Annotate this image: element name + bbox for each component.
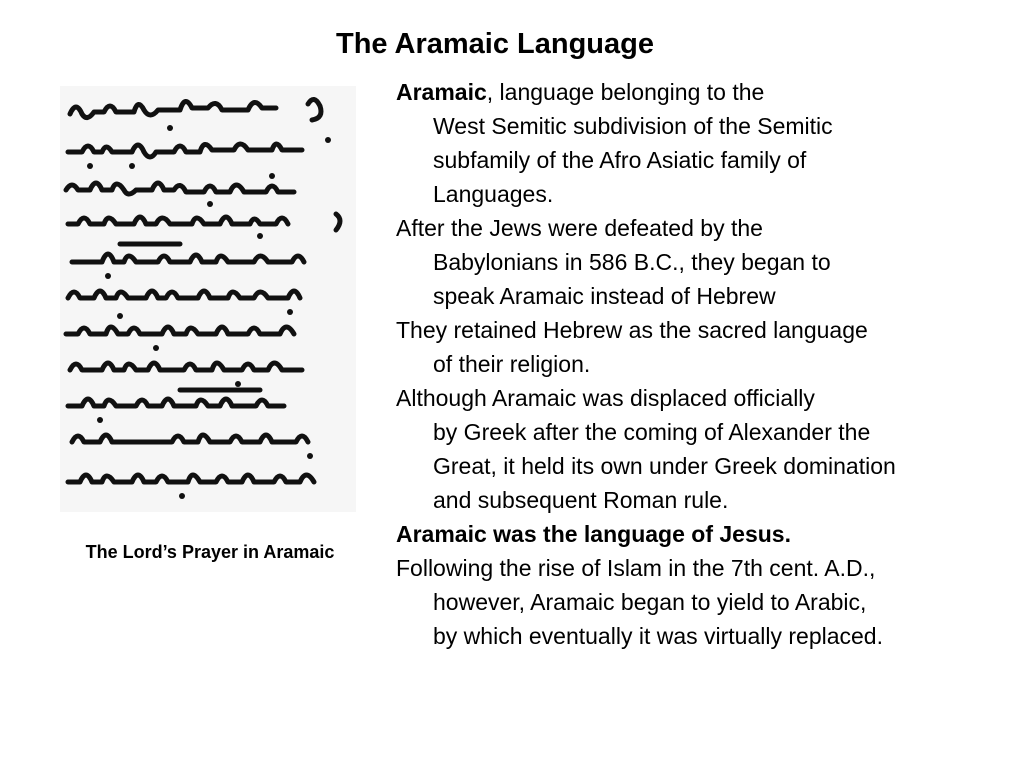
paragraph-line: Babylonians in 586 B.C., they began to — [433, 249, 831, 275]
slide-title: The Aramaic Language — [335, 28, 654, 60]
paragraph-babylonian-defeat — [396, 211, 1018, 313]
paragraph-line: After the Jews were defeated by the — [396, 215, 763, 241]
body-text — [396, 75, 1018, 653]
paragraph-sacred-hebrew — [396, 313, 1018, 381]
paragraph-line: of their religion. — [433, 351, 591, 377]
paragraph-line: Following the rise of Islam in the 7th cent. A.D., — [396, 555, 876, 581]
aramaic-term: Aramaic — [396, 79, 487, 105]
paragraph-line: Languages. — [433, 181, 554, 207]
paragraph-line: , language belonging to the — [486, 79, 765, 105]
aramaic-manuscript-image — [60, 86, 356, 512]
paragraph-line: Although Aramaic was displaced officially — [396, 385, 815, 411]
paragraph-line: by Greek after the coming of Alexander the — [433, 419, 871, 445]
paragraph-greek-displacement — [396, 381, 1018, 517]
paragraph-line: and subsequent Roman rule. — [433, 487, 729, 513]
paragraph-line: Great, it held its own under Greek domination — [433, 453, 896, 479]
paragraph-line: subfamily of the Afro Asiatic family of — [433, 147, 807, 173]
paragraph-aramaic-definition — [396, 75, 1018, 211]
paragraph-line: speak Aramaic instead of Hebrew — [433, 283, 776, 309]
paragraph-language-of-jesus — [396, 517, 1018, 551]
paragraph-line: They retained Hebrew as the sacred language — [396, 317, 868, 343]
paragraph-line: West Semitic subdivision of the Semitic — [433, 113, 833, 139]
paragraph-line: Aramaic was the language of Jesus. — [396, 521, 791, 547]
paragraph-line: however, Aramaic began to yield to Arabic, — [433, 589, 867, 615]
paragraph-line: by which eventually it was virtually replaced. — [433, 623, 883, 649]
image-caption: The Lord’s Prayer in Aramaic — [85, 542, 335, 562]
paragraph-arabic-replacement — [396, 551, 1018, 653]
manuscript-script-drawing — [60, 86, 356, 512]
